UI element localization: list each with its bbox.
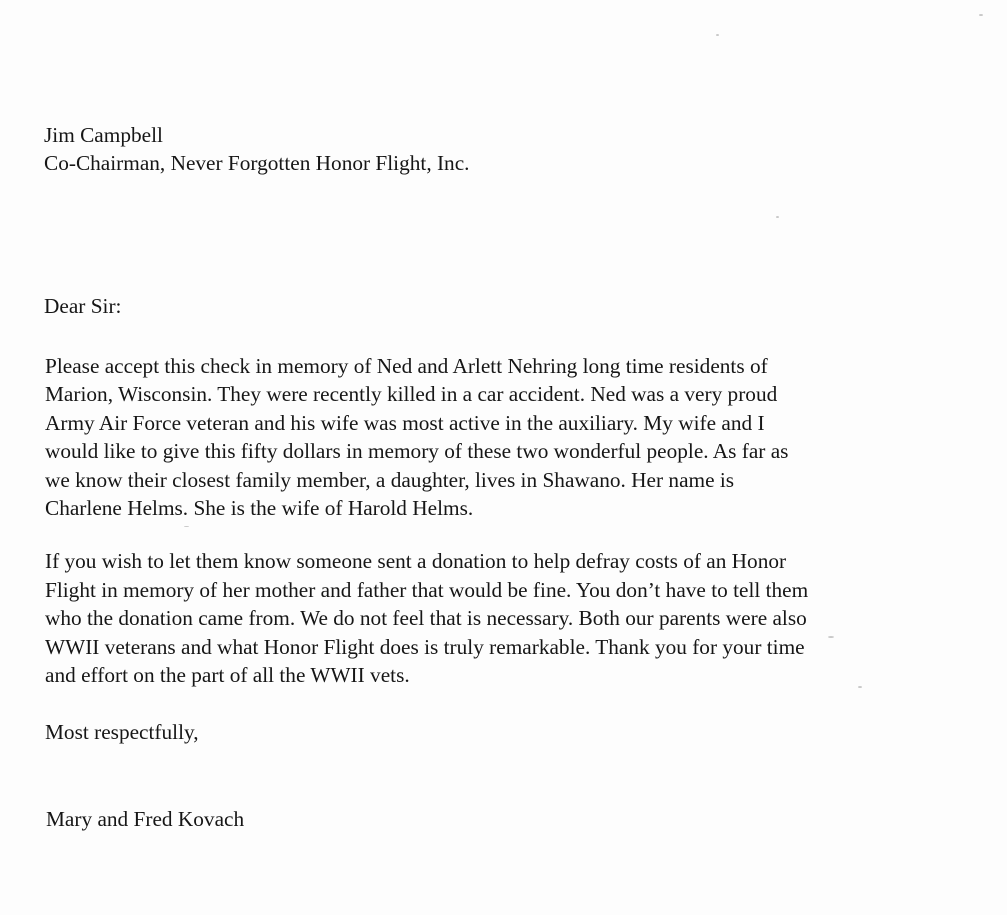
scan-speck: [184, 526, 189, 527]
scan-speck: [979, 14, 983, 16]
closing: Most respectfully,: [45, 720, 199, 744]
recipient-name: Jim Campbell: [44, 123, 163, 147]
paragraph-line: WWII veterans and what Honor Flight does is truly remarkable. Thank you for your time: [45, 634, 805, 659]
paragraph-line: Army Air Force veteran and his wife was most active in the auxiliary. My wife and I: [45, 410, 765, 435]
paragraph-line: and effort on the part of all the WWII vets.: [45, 663, 410, 688]
scan-speck: [776, 216, 779, 218]
paragraph-line: would like to give this fifty dollars in memory of these two wonderful people. As far as: [45, 439, 789, 464]
paragraph-line: Marion, Wisconsin. They were recently killed in a car accident. Ned was a very proud: [45, 382, 778, 407]
scan-speck: [716, 34, 719, 36]
recipient-title: Co-Chairman, Never Forgotten Honor Flight, Inc.: [44, 151, 470, 175]
paragraph-line: Charlene Helms. She is the wife of Harold Helms.: [45, 496, 474, 521]
paragraph-line: we know their closest family member, a daughter, lives in Shawano. Her name is: [45, 467, 735, 492]
paragraph-2: [45, 547, 808, 690]
signature: Mary and Fred Kovach: [46, 807, 245, 831]
scan-speck: [858, 686, 862, 688]
scan-speck: [828, 636, 834, 638]
paragraph-line: If you wish to let them know someone sent a donation to help defray costs of an Honor: [45, 549, 787, 573]
salutation: Dear Sir:: [44, 294, 122, 318]
paragraph-line: Flight in memory of her mother and father that would be fine. You don’t have to tell them: [45, 577, 809, 602]
paragraph-line: who the donation came from. We do not feel that is necessary. Both our parents were also: [45, 606, 807, 631]
paragraph-line: Please accept this check in memory of Ned and Arlett Nehring long time residents of: [45, 354, 768, 378]
paragraph-1: [45, 352, 788, 522]
recipient-block: [44, 121, 469, 177]
